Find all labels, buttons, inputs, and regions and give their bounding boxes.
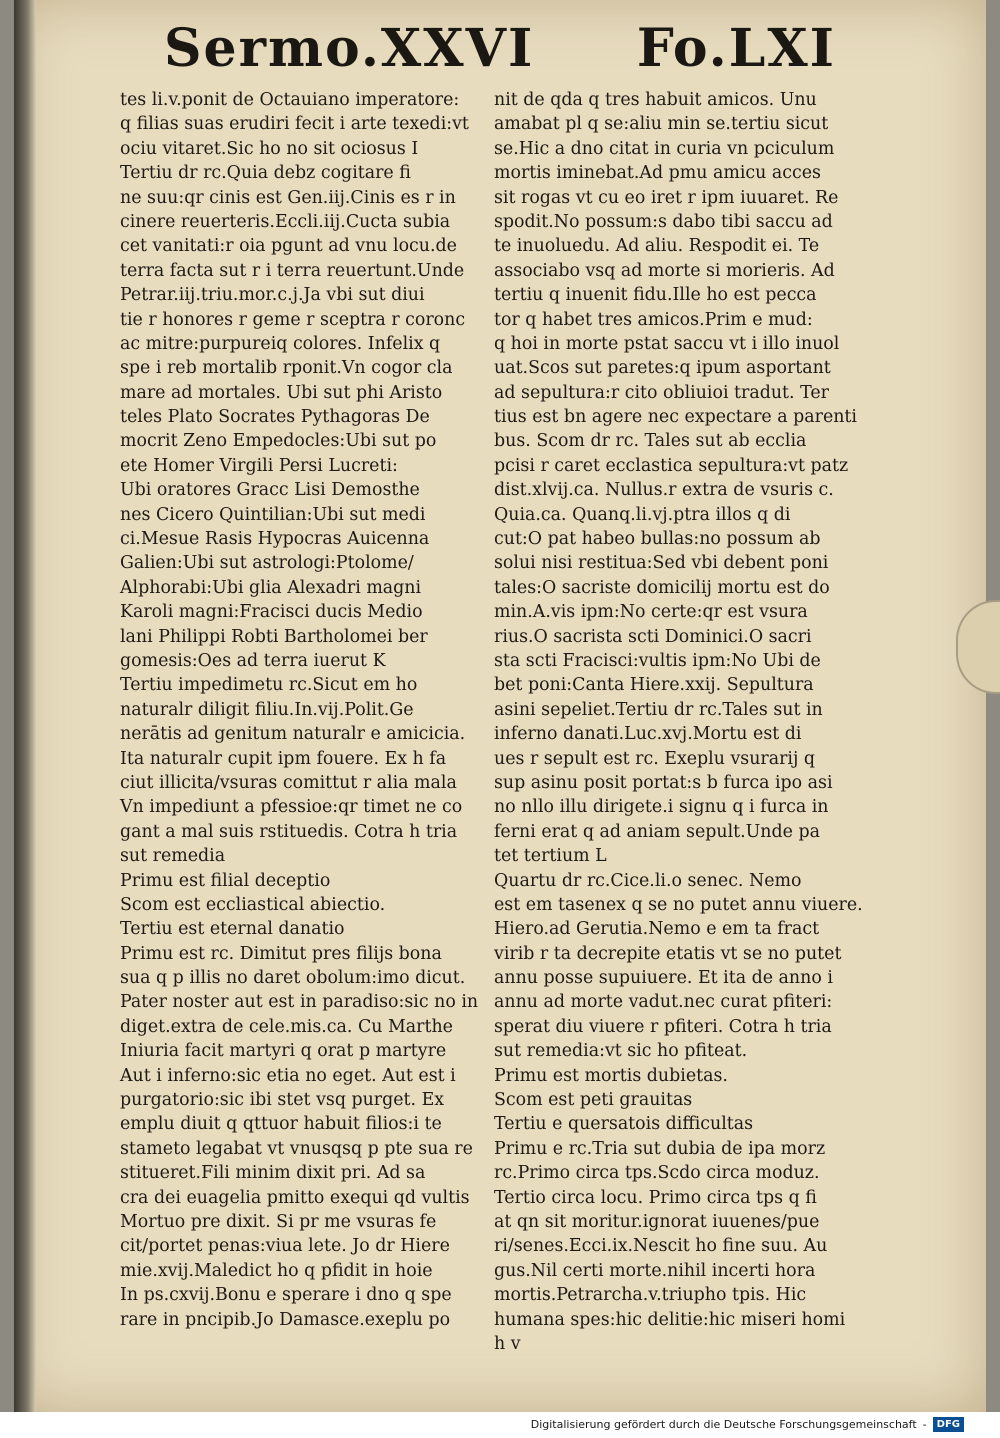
text-line: tet tertium L	[494, 846, 607, 867]
text-line: bus. Scom dr rc. Tales sut ab ecclia	[494, 431, 807, 452]
text-line: rare in pncipib.Jo Damasce.exeplu po	[120, 1309, 451, 1330]
text-line: Mortuo pre dixit. Si pr me vsuras fe	[120, 1211, 437, 1232]
text-line: Primu est filial deceptio	[120, 870, 331, 891]
text-line: Hiero.ad Gerutia.Nemo e em ta fract	[494, 919, 820, 940]
text-line: Quia.ca. Quanq.li.vj.ptra illos q di	[494, 504, 791, 525]
text-line: associabo vsq ad morte si morieris. Ad	[494, 260, 835, 281]
text-line: sut remedia:vt sic ho pfiteat.	[494, 1041, 748, 1062]
text-line: diget.extra de cele.mis.ca. Cu Marthe	[120, 1016, 453, 1037]
text-line: dist.xlvij.ca. Nullus.r extra de vsuris c.	[494, 480, 834, 501]
text-line: tertiu q inuenit fidu.Ille ho est pecca	[494, 285, 817, 306]
text-line: tie r honores r geme r sceptra r coronc	[120, 309, 466, 330]
text-line: stitueret.Fili minim dixit pri. Ad sa	[120, 1163, 426, 1184]
text-line: Primu est rc. Dimitut pres filijs bona	[120, 943, 442, 964]
text-line: mocrit Zeno Empedocles:Ubi sut po	[120, 431, 437, 452]
text-line: no nllo illu dirigete.i signu q i furca in	[494, 797, 829, 818]
text-line: Primu est mortis dubietas.	[494, 1065, 728, 1086]
credit-text: Digitalisierung gefördert durch die Deutsche Forschungsgemeinschaft	[530, 1417, 917, 1431]
text-line: ociu vitaret.Sic ho no sit ociosus I	[120, 138, 419, 159]
text-line: ferni erat q ad aniam sepult.Unde pa	[494, 821, 820, 842]
text-line: mortis iminebat.Ad pmu amicu acces	[494, 163, 821, 184]
text-line: tor q habet tres amicos.Prim e mud:	[494, 309, 813, 330]
text-line: sup asinu posit portat:s b furca ipo asi	[494, 772, 833, 793]
text-line: tius est bn agere nec expectare a parenti	[494, 407, 857, 428]
text-line: sperat diu viuere r pfiteri. Cotra h tria	[494, 1016, 832, 1037]
text-line: gomesis:Oes ad terra iuerut K	[120, 650, 386, 671]
text-line: Vn impediunt a pfessioe:qr timet ne co	[120, 797, 463, 818]
text-line: Iniuria facit martyri q orat p martyre	[120, 1041, 447, 1062]
text-line: Pater noster aut est in paradiso:sic no in	[120, 992, 479, 1013]
text-line: rc.Primo circa tps.Scdo circa moduz.	[494, 1163, 820, 1184]
text-line: sua q p illis no daret obolum:imo dicut.	[120, 968, 466, 989]
text-line: ac mitre:purpureiq colores. Infelix q	[120, 333, 441, 354]
text-line: humana spes:hic delitie:hic miseri homi	[494, 1309, 846, 1330]
text-line: gus.Nil certi morte.nihil incerti hora	[494, 1260, 816, 1281]
text-line: at qn sit moritur.ignorat iuuenes/pue	[494, 1211, 820, 1232]
text-line: nerātis ad genitum naturalr e amicicia.	[120, 724, 466, 745]
text-line: Aut i inferno:sic etia no eget. Aut est i	[120, 1065, 456, 1086]
text-line: asini sepeliet.Tertiu dr rc.Tales sut in	[494, 699, 823, 720]
text-line: Tertio circa locu. Primo circa tps q fi	[494, 1187, 817, 1208]
book-page	[14, 0, 986, 1412]
text-line: Alphorabi:Ubi glia Alexadri magni	[120, 577, 422, 598]
text-line: cra dei euagelia pmitto exequi qd vultis	[120, 1187, 470, 1208]
text-line: tes li.v.ponit de Octauiano imperatore:	[120, 90, 460, 110]
text-line: Galien:Ubi sut astrologi:Ptolome/	[120, 553, 414, 574]
text-line: amabat pl q se:aliu min se.tertiu sicut	[494, 114, 829, 135]
text-line: Ita naturalr cupit ipm fouere. Ex h fa	[120, 748, 447, 769]
text-line: ete Homer Virgili Persi Lucreti:	[120, 455, 398, 476]
text-line: Primu e rc.Tria sut dubia de ipa morz	[494, 1138, 826, 1159]
text-line: solui nisi restitua:Sed vbi debent poni	[494, 553, 829, 574]
text-line: ne suu:qr cinis est Gen.iij.Cinis es r in	[120, 187, 456, 208]
text-line: Petrar.iij.triu.mor.c.j.Ja vbi sut diui	[120, 285, 425, 306]
text-line: Tertiu impedimetu rc.Sicut em ho	[120, 675, 418, 696]
text-line: tales:O sacriste domicilij mortu est do	[494, 577, 830, 598]
text-line: In ps.cxvij.Bonu e sperare i dno q spe	[120, 1285, 452, 1306]
text-line: sit rogas vt cu eo iret r ipm iuuaret. Re	[494, 187, 839, 208]
text-line: h v	[494, 1333, 521, 1354]
text-line: gant a mal suis rstituedis. Cotra h tria	[120, 821, 458, 842]
text-line: te inuoluedu. Ad aliu. Respodit ei. Te	[494, 236, 820, 257]
text-line: est em tasenex q se no putet annu viuere.	[494, 894, 863, 915]
text-line: nit de qda q tres habuit amicos. Unu	[494, 90, 817, 110]
sermon-heading: Sermo.XXVI	[164, 18, 535, 79]
folio-number: Fo.LXI	[636, 18, 836, 79]
dfg-logo: DFG	[933, 1417, 964, 1432]
text-line: q filias suas erudiri fecit i arte texedi:vt	[120, 114, 469, 135]
text-line: spodit.No possum:s dabo tibi saccu ad	[494, 211, 833, 232]
thumb-tab	[956, 600, 1000, 694]
text-line: ciut illicita/vsuras comittut r alia mala	[120, 772, 457, 793]
text-line: emplu diuit q qttuor habuit filios:i te	[120, 1114, 442, 1135]
text-line: uat.Scos sut paretes:q ipum asportant	[494, 358, 831, 379]
text-line: rius.O sacrista scti Dominici.O sacri	[494, 626, 812, 647]
left-text-column	[120, 88, 490, 1332]
text-line: Tertiu e quersatois difficultas	[494, 1114, 754, 1135]
text-line: Quartu dr rc.Cice.li.o senec. Nemo	[494, 870, 802, 891]
text-line: cit/portet penas:viua lete. Jo dr Hiere	[120, 1236, 450, 1257]
text-line: naturalr diligit filiu.In.vij.Polit.Ge	[120, 699, 414, 720]
text-line: ci.Mesue Rasis Hypocras Auicenna	[120, 529, 430, 550]
text-line: terra facta sut r i terra reuertunt.Unde	[120, 260, 465, 281]
text-line: mie.xvij.Maledict ho q pfidit in hoie	[120, 1260, 433, 1281]
text-line: cinere reuerteris.Eccli.iij.Cucta subia	[120, 211, 451, 232]
text-line: Scom est peti grauitas	[494, 1090, 693, 1111]
running-head	[164, 18, 836, 88]
text-line: Scom est eccliastical abiectio.	[120, 894, 386, 915]
text-line: spe i reb mortalib rponit.Vn cogor cla	[120, 358, 453, 379]
text-line: sta scti Fracisci:vultis ipm:No Ubi de	[494, 650, 821, 671]
gutter-shadow	[14, 0, 36, 1412]
text-line: purgatorio:sic ibi stet vsq purget. Ex	[120, 1090, 445, 1111]
text-line: cet vanitati:r oia pgunt ad vnu locu.de	[120, 236, 457, 257]
text-line: Ubi oratores Gracc Lisi Demosthe	[120, 480, 420, 501]
text-line: min.A.vis ipm:No certe:qr est vsura	[494, 602, 808, 623]
text-line: se.Hic a dno citat in curia vn pciculum	[494, 138, 835, 159]
text-line: stameto legabat vt vnusqsq p pte sua re	[120, 1138, 473, 1159]
text-line: bet poni:Canta Hiere.xxij. Sepultura	[494, 675, 814, 696]
scan-credit: Digitalisierung gefördert durch die Deutsche Forschungsgemeinschaft - DFG	[531, 1414, 964, 1434]
text-line: mortis.Petrarcha.v.triupho tpis. Hic	[494, 1285, 807, 1306]
text-line: sut remedia	[120, 846, 226, 867]
text-line: Tertiu est eternal danatio	[120, 919, 345, 940]
text-line: annu ad morte vadut.nec curat pfiteri:	[494, 992, 833, 1013]
text-line: virib r ta decrepite etatis vt se no putet	[494, 943, 842, 964]
right-text-column	[494, 88, 866, 1356]
text-line: ues r sepult est rc. Exeplu vsurarij q	[494, 748, 816, 769]
text-line: q hoi in morte pstat saccu vt i illo inuol	[494, 333, 840, 354]
text-line: ri/senes.Ecci.ix.Nescit ho fine suu. Au	[494, 1236, 828, 1257]
text-line: annu posse supuiuere. Et ita de anno i	[494, 968, 833, 989]
text-line: ad sepultura:r cito obliuioi tradut. Ter	[494, 382, 829, 403]
text-line: inferno danati.Luc.xvj.Mortu est di	[494, 724, 802, 745]
text-line: nes Cicero Quintilian:Ubi sut medi	[120, 504, 426, 525]
text-line: mare ad mortales. Ubi sut phi Aristo	[120, 382, 443, 403]
text-line: lani Philippi Robti Bartholomei ber	[120, 626, 428, 647]
text-line: Karoli magni:Fracisci ducis Medio	[120, 602, 423, 623]
text-line: teles Plato Socrates Pythagoras De	[120, 407, 430, 428]
text-line: Tertiu dr rc.Quia debz cogitare fi	[120, 163, 411, 184]
text-line: cut:O pat habeo bullas:no possum ab	[494, 529, 821, 550]
text-line: pcisi r caret ecclastica sepultura:vt patz	[494, 455, 849, 476]
